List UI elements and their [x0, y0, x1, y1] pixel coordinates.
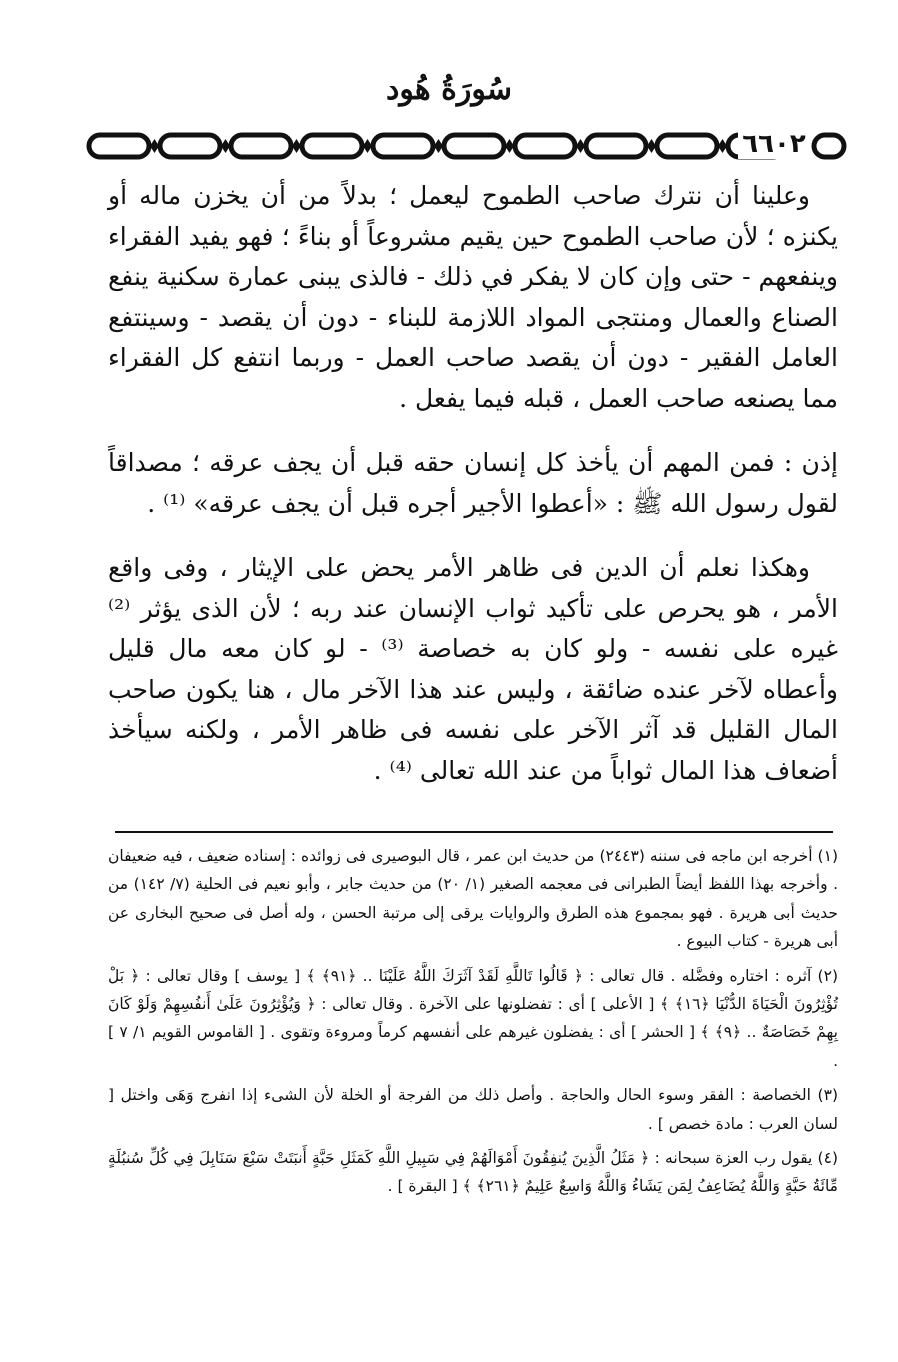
paragraph-3: وهكذا نعلم أن الدين فى ظاهر الأمر يحض على الإيثار ، وفى واقع الأمر ، هو يحرص على تأكيد ثواب الإنسان عند ربه ؛ لأن الذى يؤثر ⁽²⁾ غيره على نفسه - ولو كان به خصاصة ⁽³⁾ - لو كان معه مال قليل وأعطاه لآخر عنده ضائقة ، وليس عند هذا الآخر مال ، هنا يكون صاحب المال القليل قد آثر الآخر على نفسه فى ظاهر الأمر ، ولكنه سيأخذ أضعاف هذا المال ثواباً من عند الله تعالى ⁽⁴⁾ .	[108, 553, 838, 785]
paragraph-2: إذن : فمن المهم أن يأخذ كل إنسان حقه قبل أن يجف عرقه ؛ مصداقاً لقول رسول الله ﷺ : «أعطوا الأجير أجره قبل أن يجف عرقه» ⁽¹⁾ .	[108, 448, 838, 518]
footnote-3: (٣) الخصاصة : الفقر وسوء الحال والحاجة . وأصل ذلك من الفرجة أو الخلة لأن الشىء إذا انفرج وَهَى واختل [ لسان العرب : مادة خصص ] .	[108, 1086, 838, 1133]
footnote-separator	[115, 831, 833, 833]
ornamental-border	[86, 128, 848, 164]
paragraph-1: وعلينا أن نترك صاحب الطموح ليعمل ؛ بدلاً من أن يخزن ماله أو يكنزه ؛ لأن صاحب الطموح حين يقيم مشروعاً أو بناءً ؛ فهو يفيد الفقراء وينفعهم - حتى وإن كان لا يفكر في ذلك - فالذى يبنى عمارة سكنية ينفع الصناع والعمال ومنتجى المواد اللازمة للبناء - دون أن يقصد - وسينتفع العامل الفقير - دون أن يقصد صاحب العمل - وربما انتفع كل الفقراء مما يصنعه صاحب العمل ، قبله فيما يفعل .	[108, 181, 838, 413]
surah-title: سُورَةُ هُود	[386, 72, 512, 107]
footnote-2: (٢) آثره : اختاره وفضَّله . قال تعالى : ﴿ قَالُوا تَاللَّهِ لَقَدْ آثَرَكَ اللَّهُ عَلَيْنَا .. ﴿٩١﴾ ﴾ [ يوسف ] وقال تعالى : ﴿ بَلْ تُؤْثِرُونَ الْحَيَاةَ الدُّنْيَا ﴿١٦﴾ ﴾ [ الأعلى ] أى : تفضلونها على الآخرة . وقال تعالى : ﴿ وَيُؤْثِرُونَ عَلَىٰ أَنفُسِهِمْ وَلَوْ كَانَ بِهِمْ خَصَاصَةٌ .. ﴿٩﴾ ﴾ [ الحشر ] أى : يفضلون غيرهم على أنفسهم كرماً ومروءة وتقوى . [ القاموس القويم ١/ ٧ ] .	[108, 966, 838, 1070]
body-text	[108, 176, 838, 815]
footnote-1: (١) أخرجه ابن ماجه فى سننه (٢٤٤٣) من حديث ابن عمر ، قال البوصيرى فى زوائده : إسناده ضعيف ، فيه ضعيفان . وأخرجه بهذا اللفظ أيضاً الطبرانى فى معجمه الصغير (١/ ٢٠) من حديث جابر ، وأبو نعيم فى الحلية (٧/ ١٤٢) من حديث أبى هريرة . فهو بمجموع هذه الطرق والروايات يرقى إلى مرتبة الحسن ، وله أصل فى صحيح البخارى عن أبى هريرة - كتاب البيوع .	[108, 847, 839, 951]
page-number: ٦٦٠٢	[738, 129, 810, 159]
footnotes	[108, 842, 838, 1207]
footnote-4: (٤) يقول رب العزة سبحانه : ﴿ مَثَلُ الَّذِينَ يُنفِقُونَ أَمْوَالَهُمْ فِي سَبِيلِ اللَّهِ كَمَثَلِ حَبَّةٍ أَنبَتَتْ سَبْعَ سَنَابِلَ فِي كُلِّ سُنبُلَةٍ مِّائَةُ حَبَّةٍ وَاللَّهُ يُضَاعِفُ لِمَن يَشَاءُ وَاللَّهُ وَاسِعٌ عَلِيمٌ ﴿٢٦١﴾ ﴾ [ البقرة ] .	[108, 1149, 838, 1196]
